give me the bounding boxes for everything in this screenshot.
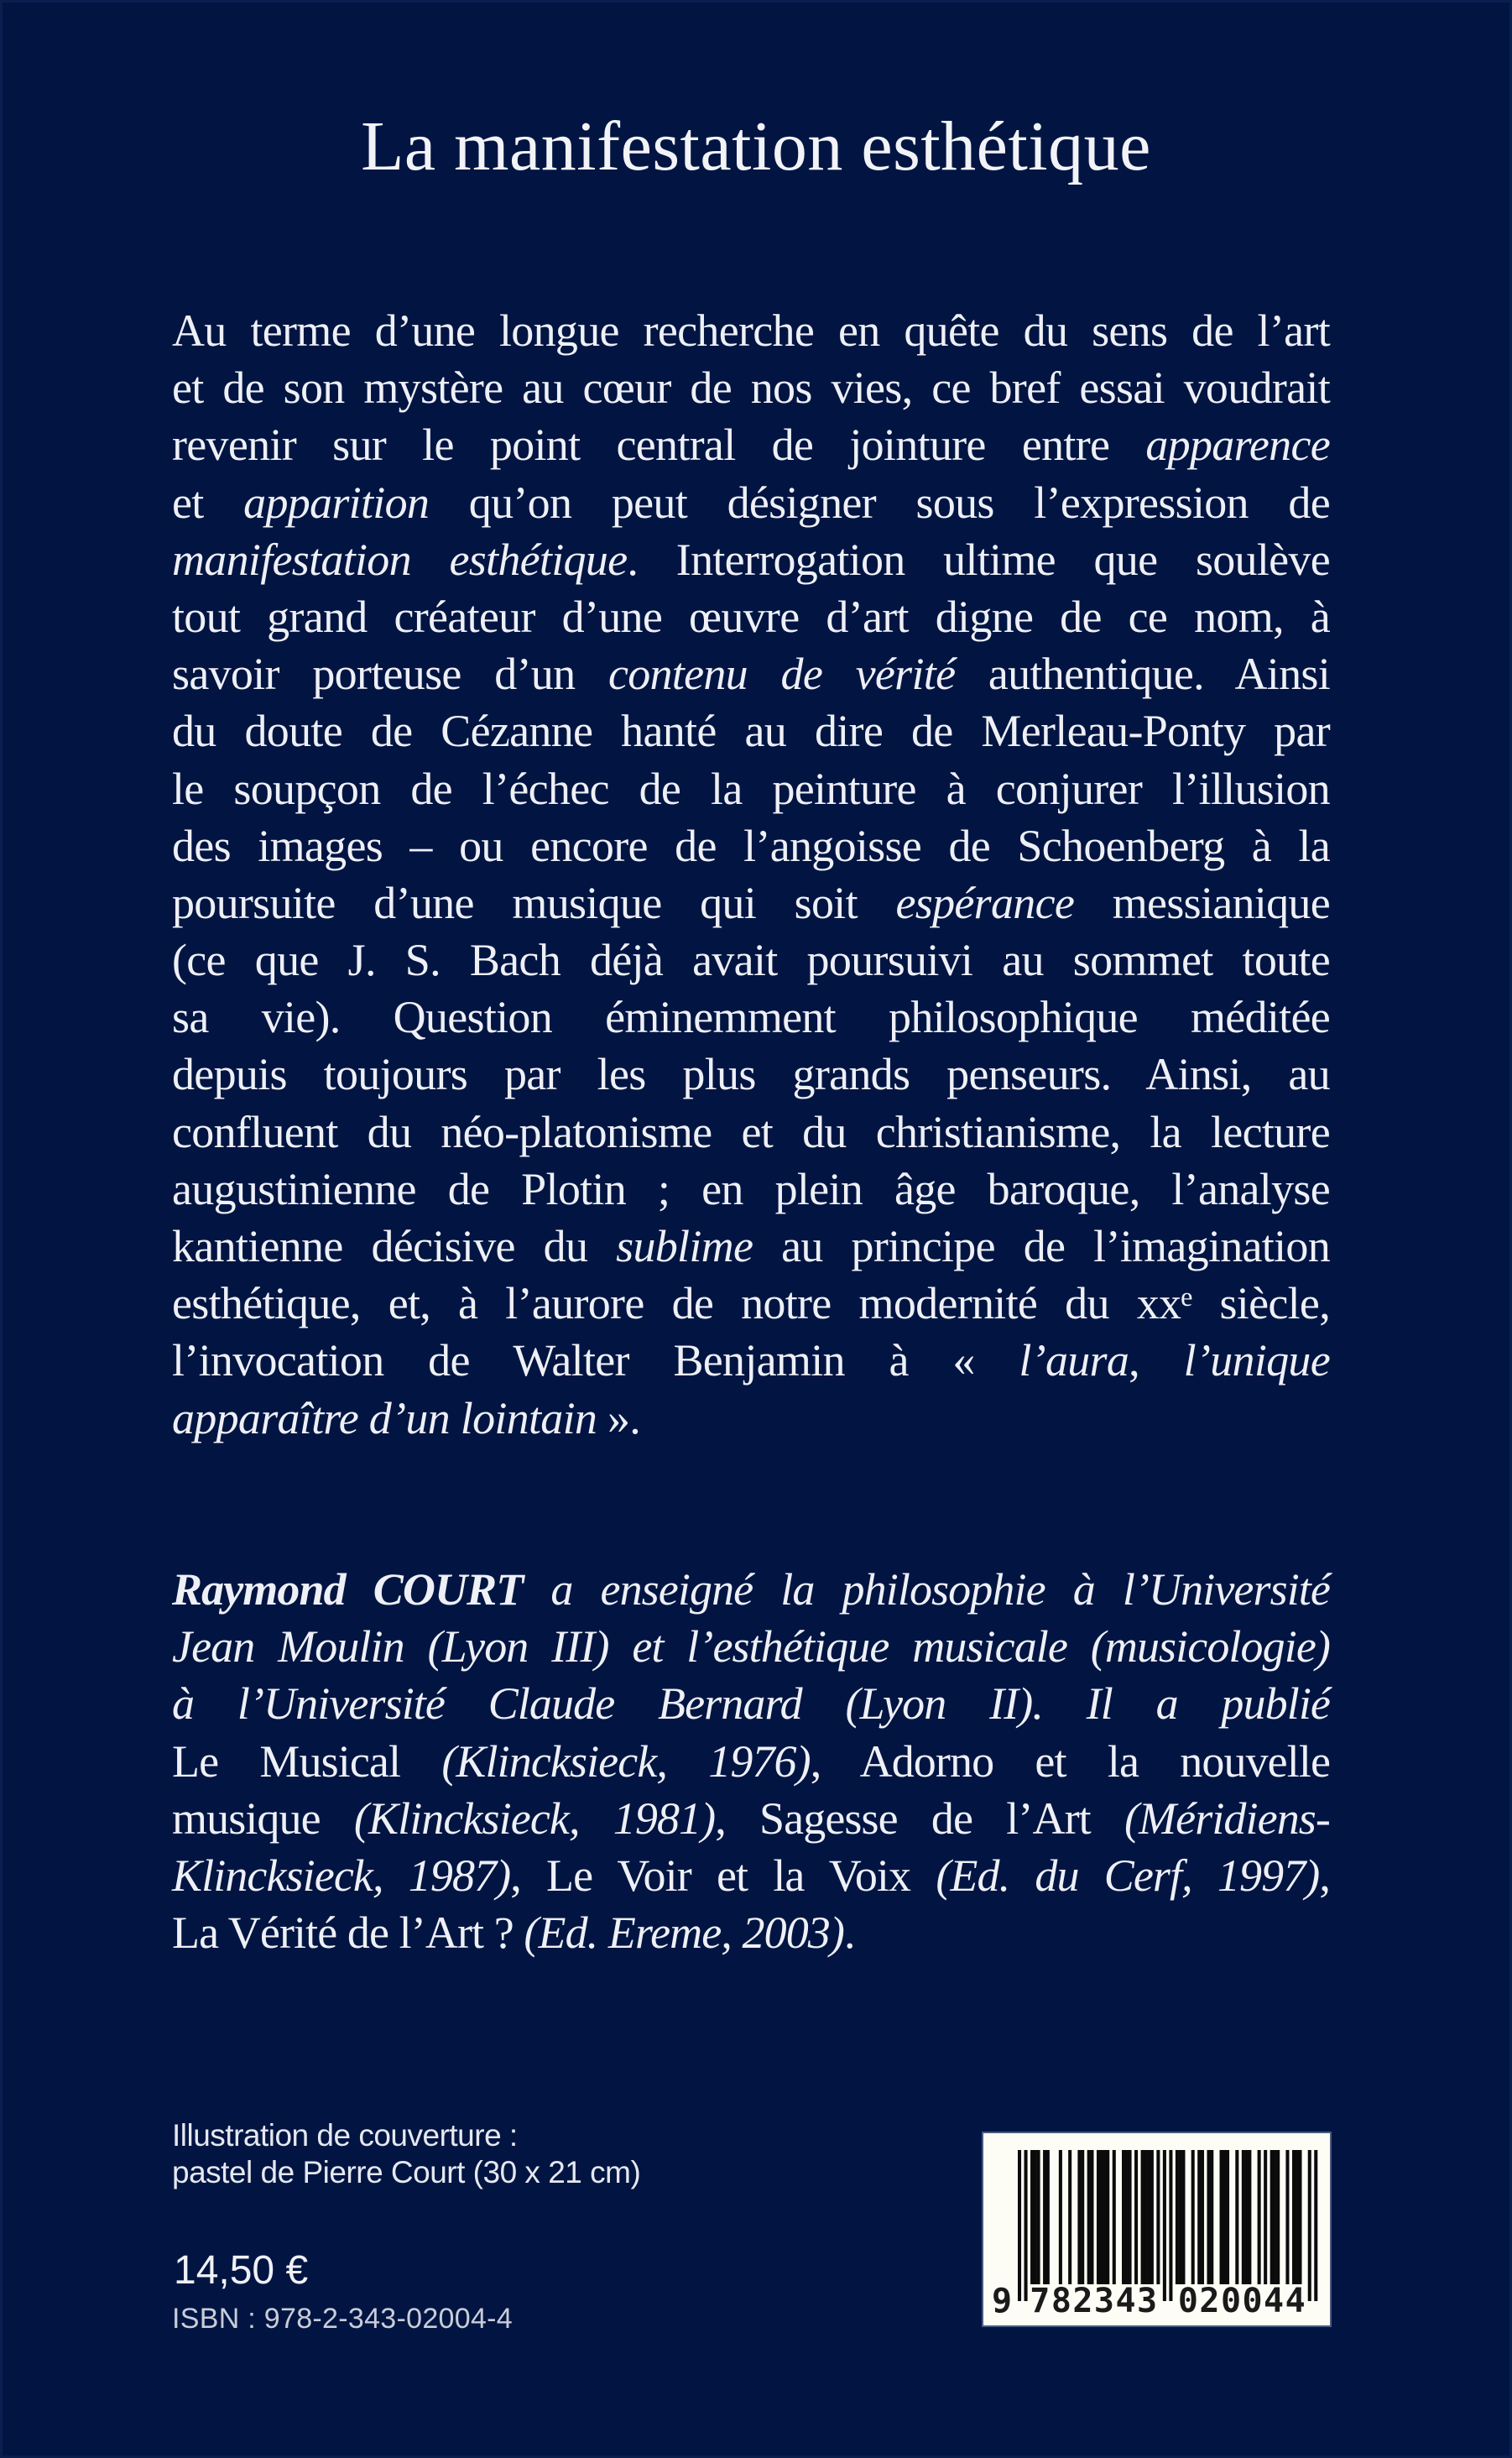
text-line	[172, 1332, 1330, 1389]
isbn: ISBN : 978-2-343-02004-4	[172, 2303, 514, 2335]
text-segment: kantienne décisive du	[172, 1221, 617, 1271]
text-segment: le soupçon de l’échec de la peinture à conjurer l’illusion	[172, 763, 1330, 814]
barcode-icon	[983, 2133, 1330, 2325]
italic-text: à l’Université Claude Bernard (Lyon II). Il a publié	[172, 1678, 1330, 1730]
text-segment: augustinienne de Plotin ; en plein âge baroque, l’analyse	[172, 1163, 1330, 1214]
italic-text: apparition	[243, 477, 430, 528]
text-line	[172, 1104, 1330, 1161]
text-segment: ,	[1319, 1850, 1331, 1901]
barcode-digits: 9	[992, 2282, 1013, 2320]
text-line	[172, 1733, 1330, 1790]
text-segment: , Sagesse de l’Art	[715, 1793, 1124, 1844]
text-segment: au principe de l’imagination	[753, 1221, 1330, 1271]
text-line	[172, 1046, 1330, 1103]
italic-text: a enseigné la philosophie à l’Université	[523, 1564, 1330, 1615]
barcode-digits: 782343	[1030, 2282, 1158, 2320]
text-line	[172, 1618, 1330, 1675]
barcode-digits: 020044	[1177, 2282, 1306, 2320]
italic-text: sublime	[616, 1221, 753, 1271]
text-segment: Le Musical	[172, 1735, 442, 1787]
text-segment: musique	[172, 1793, 354, 1844]
author-name: Raymond COURT	[172, 1564, 524, 1615]
italic-text: (Méridiens-	[1124, 1793, 1330, 1844]
text-line	[172, 1675, 1330, 1732]
text-segment: l’invocation de Walter Benjamin à «	[172, 1335, 1019, 1386]
text-segment: depuis toujours par les plus grands penseurs. Ainsi, au	[172, 1049, 1330, 1100]
text-segment: . Interrogation ultime que soulève	[627, 534, 1330, 585]
text-segment: , Adorno et la nouvelle	[810, 1735, 1331, 1787]
author-bio	[172, 1561, 1330, 1961]
text-segment: La Vérité de l’Art ?	[172, 1907, 524, 1959]
text-segment: messianique	[1074, 877, 1330, 928]
text-line	[172, 1904, 1330, 1961]
text-segment: revenir sur le point central de jointure entre	[172, 420, 1146, 471]
text-line	[172, 302, 1330, 359]
italic-text: (Klincksieck, 1981)	[353, 1793, 716, 1844]
italic-text: Klincksieck, 1987)	[172, 1850, 511, 1901]
credit-line-2: pastel de Pierre Court (30 x 21 cm)	[172, 2155, 641, 2189]
text-line	[172, 874, 1330, 932]
text-line	[172, 760, 1330, 817]
text-line	[172, 1390, 1330, 1447]
text-line	[172, 932, 1330, 989]
text-line	[172, 416, 1330, 473]
text-line	[172, 588, 1330, 645]
italic-text: contenu de vérité	[607, 649, 956, 700]
text-segment: , Le Voir et la Voix	[510, 1850, 936, 1901]
text-line	[172, 1790, 1330, 1847]
italic-text: apparence	[1145, 420, 1330, 471]
text-line	[172, 531, 1330, 588]
text-segment: authentique. Ainsi	[955, 649, 1331, 700]
book-title: La manifestation esthétique	[361, 107, 1151, 185]
summary-text	[172, 302, 1330, 1447]
text-segment: ,	[1129, 1335, 1184, 1386]
text-segment: tout grand créateur d’une œuvre d’art digne de ce nom, à	[172, 591, 1330, 642]
italic-text: (Ed. Ereme, 2003)	[524, 1907, 844, 1959]
text-line	[172, 1275, 1330, 1332]
italic-text: l’aura	[1019, 1335, 1129, 1386]
text-line	[172, 645, 1330, 702]
text-segment: des images – ou encore de l’angoisse de Schoenberg à la	[172, 820, 1330, 871]
italic-text: Jean Moulin (Lyon III) et l’esthétique musicale (musicologie)	[172, 1621, 1330, 1673]
text-segment: et de son mystère au cœur de nos vies, ce bref essai voudrait	[172, 363, 1330, 414]
text-line	[172, 474, 1330, 531]
text-segment: (ce que J. S. Bach déjà avait poursuivi au sommet toute	[172, 935, 1330, 986]
italic-text: (Ed. du Cerf, 1997)	[936, 1850, 1320, 1901]
text-line	[172, 1561, 1330, 1618]
text-segment: esthétique, et, à l’aurore de notre modernité du xxᵉ siècle,	[172, 1278, 1330, 1329]
text-line	[172, 1847, 1330, 1904]
barcode	[983, 2133, 1330, 2325]
cover-illustration-credit	[172, 2117, 640, 2191]
italic-text: apparaître d’un lointain	[172, 1392, 597, 1443]
text-line	[172, 359, 1330, 416]
text-line	[172, 817, 1330, 874]
italic-text: (Klincksieck, 1976)	[441, 1735, 811, 1787]
text-segment: Au terme d’une longue recherche en quête du sens de l’art	[172, 305, 1330, 356]
text-segment: .	[844, 1907, 855, 1959]
text-segment: poursuite d’une musique qui soit	[172, 877, 896, 928]
price: 14,50 €	[174, 2248, 309, 2293]
text-segment: qu’on peut désigner sous l’expression de	[429, 477, 1330, 528]
text-line	[172, 989, 1330, 1046]
text-segment: du doute de Cézanne hanté au dire de Merleau-Ponty par	[172, 706, 1330, 757]
text-line	[172, 1161, 1330, 1218]
text-segment: ».	[597, 1392, 641, 1443]
italic-text: espérance	[895, 877, 1075, 928]
text-line	[172, 1218, 1330, 1275]
credit-line-1: Illustration de couverture :	[172, 2118, 518, 2153]
text-segment: confluent du néo-platonisme et du christianisme, la lecture	[172, 1106, 1330, 1157]
text-line	[172, 702, 1330, 759]
text-segment: et	[172, 477, 244, 528]
italic-text: l’unique	[1183, 1335, 1330, 1386]
italic-text: manifestation esthétique	[172, 534, 628, 585]
text-segment: sa vie). Question éminemment philosophique méditée	[172, 992, 1330, 1043]
text-segment: savoir porteuse d’un	[172, 649, 608, 700]
